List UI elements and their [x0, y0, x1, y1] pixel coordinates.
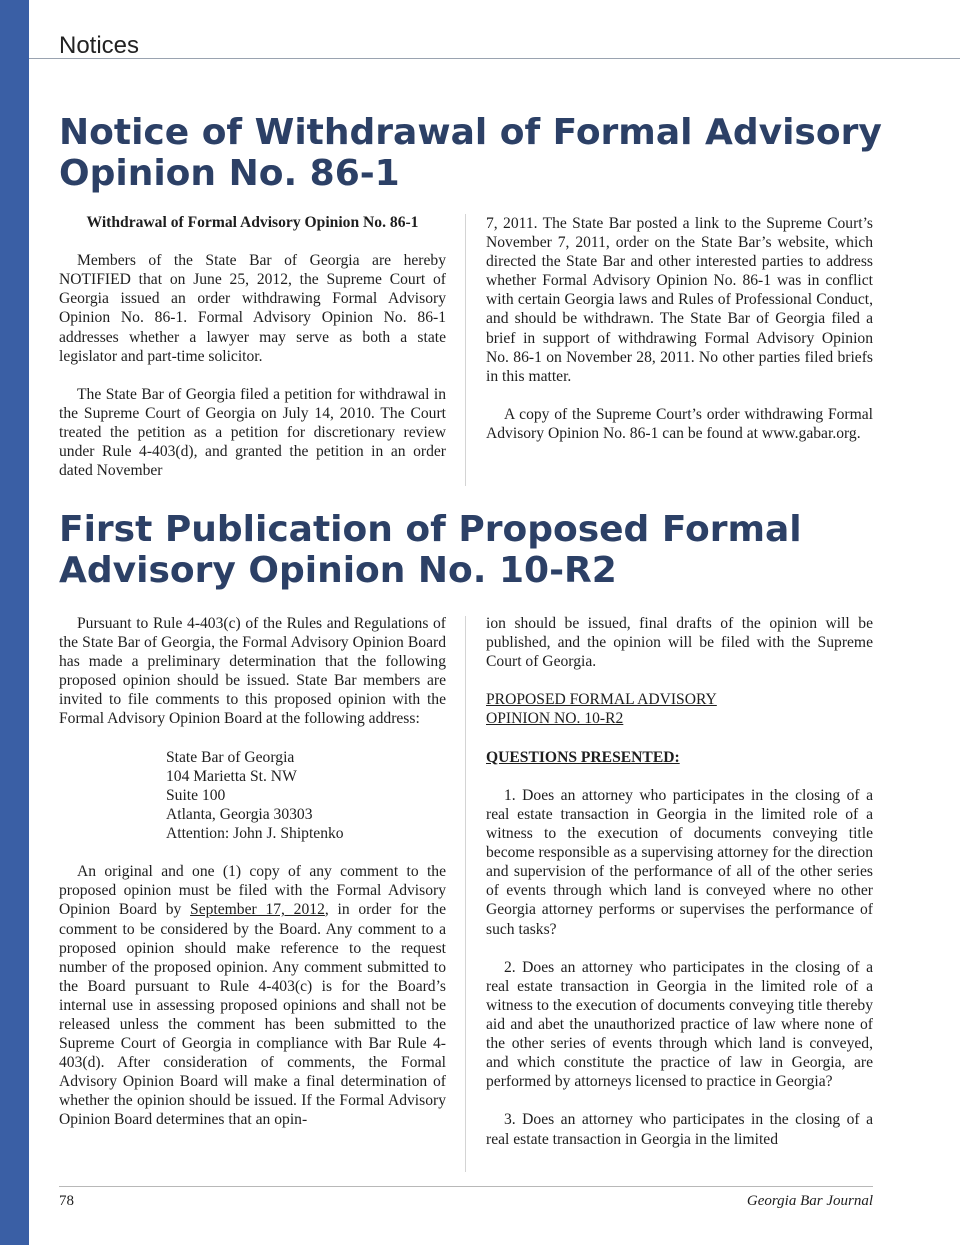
comment-text: , in order for the comment to be considered by the Board. Any comment to a proposed opinion should make reference to the request number of the proposed opinion. Any comment submitted to the Board pursuant to Rule 4-403(c) is for the Board’s internal use in assessing proposed opinions and shall not be released unless the comment has been submitted to the Supreme Court of Georgia in compliance with Bar Rule 4-403(d). After consideration of comments, the Formal Advisory Opinion Board will make a final determination of whether the opinion should be issued. If the Formal Advisory Opinion Board determines that an opin- — [59, 901, 446, 1129]
column-divider — [465, 616, 466, 1172]
footer-rule — [59, 1186, 873, 1187]
journal-name: Georgia Bar Journal — [746, 1193, 873, 1209]
question-2: 2. Does an attorney who participates in the closing of a real estate transaction in Georgia in the limited role of a witness to the execution of documents conveying title thereby aid and abet the unauthorized practice of law where none of the other series of events through which land is conveyed, and which constitute the practice of law in Georgia, are performed by attorneys licensed to practice in Georgia? — [486, 958, 873, 1091]
article1-paragraph: The State Bar of Georgia filed a petition for withdrawal in the Supreme Court of Georgia on July 14, 2010. The Court treated the petition as a petition for discretionary review under Rule 4-403(d), and granted the petition in an order dated November — [59, 385, 446, 480]
address-line: State Bar of Georgia — [166, 748, 295, 766]
left-accent-bar — [0, 0, 29, 1245]
article1-paragraph: Members of the State Bar of Georgia are hereby NOTIFIED that on June 25, 2012, the Supreme Court of Georgia issued an order withdrawing Formal Advisory Opinion No. 86-1. Formal Advisory Opinion No. 86-1 addresses whether a lawyer may serve as both a state legislator and part-time solicitor. — [59, 252, 446, 365]
comment-text: An original and one (1) copy of any comment to the proposed opinion must be filed with the Formal Advisory Opinion Board by — [59, 863, 446, 919]
article1-left-column — [59, 213, 446, 499]
questions-heading: QUESTIONS PRESENTED: — [486, 748, 680, 766]
article2-comment-paragraph — [59, 862, 446, 1129]
mailing-address — [59, 748, 446, 843]
address-line: 104 Marietta St. NW — [166, 767, 297, 785]
question-1: 1. Does an attorney who participates in the closing of a real estate transaction in Georgia in the limited role of a witness to the execution of documents conveying title become responsible as a supervising attorney for the direction and supervision of the performance of all of the other series of events through which land is conveyed where no other Georgia attorney performs or supervises the performance of such tasks? — [486, 786, 873, 938]
proposed-title-line: OPINION NO. 10-R2 — [486, 710, 624, 728]
article2-headline: First Publication of Proposed Formal Advisory Opinion No. 10-R2 — [59, 509, 802, 591]
header-rule — [29, 58, 960, 59]
proposed-title-line: PROPOSED FORMAL ADVISORY — [486, 691, 717, 709]
article2-paragraph-continued: ion should be issued, final drafts of the opinion will be published, and the opinion will be filed with the Supreme Court of Georgia. — [486, 615, 873, 671]
question-3: 3. Does an attorney who participates in the closing of a real estate transaction in Georgia in the limited — [486, 1111, 873, 1148]
address-line: Atlanta, Georgia 30303 — [166, 805, 313, 823]
article2-right-column — [486, 614, 873, 1168]
article1-paragraph-continued: 7, 2011. The State Bar posted a link to the Supreme Court’s November 7, 2011, order on the State Bar’s website, which directed the State Bar and other interested parties to address whether Formal Advisory Opinion No. 86-1 was in conflict with certain Georgia laws and Rules of Professional Conduct, and should be withdrawn. The State Bar of Georgia filed a brief in support of withdrawing Formal Advisory Opinion No. 86-1 on November 28, 2011. No other parties filed briefs in this matter. — [486, 215, 873, 385]
column-divider — [465, 214, 466, 486]
comment-deadline: September 17, 2012 — [190, 901, 325, 919]
article1-paragraph: A copy of the Supreme Court’s order withdrawing Formal Advisory Opinion No. 86-1 can be found at www.gabar.org. — [486, 405, 873, 443]
page-number: 78 — [59, 1193, 74, 1209]
address-line: Suite 100 — [166, 786, 226, 804]
article1-right-column — [486, 214, 873, 462]
article2-left-column — [59, 614, 446, 1149]
article1-headline: Notice of Withdrawal of Formal Advisory Opinion No. 86-1 — [59, 112, 882, 194]
proposed-opinion-title — [486, 690, 873, 728]
address-line: Attention: John J. Shiptenko — [166, 825, 344, 843]
article1-subhead: Withdrawal of Formal Advisory Opinion No. 86-1 — [86, 214, 419, 231]
article2-paragraph: Pursuant to Rule 4-403(c) of the Rules and Regulations of the State Bar of Georgia, the Formal Advisory Opinion Board has made a preliminary determination that the following proposed opinion should be issued. State Bar members are invited to file comments to this proposed opinion with the Formal Advisory Opinion Board at the following address: — [59, 615, 446, 728]
section-label: Notices — [59, 32, 140, 59]
